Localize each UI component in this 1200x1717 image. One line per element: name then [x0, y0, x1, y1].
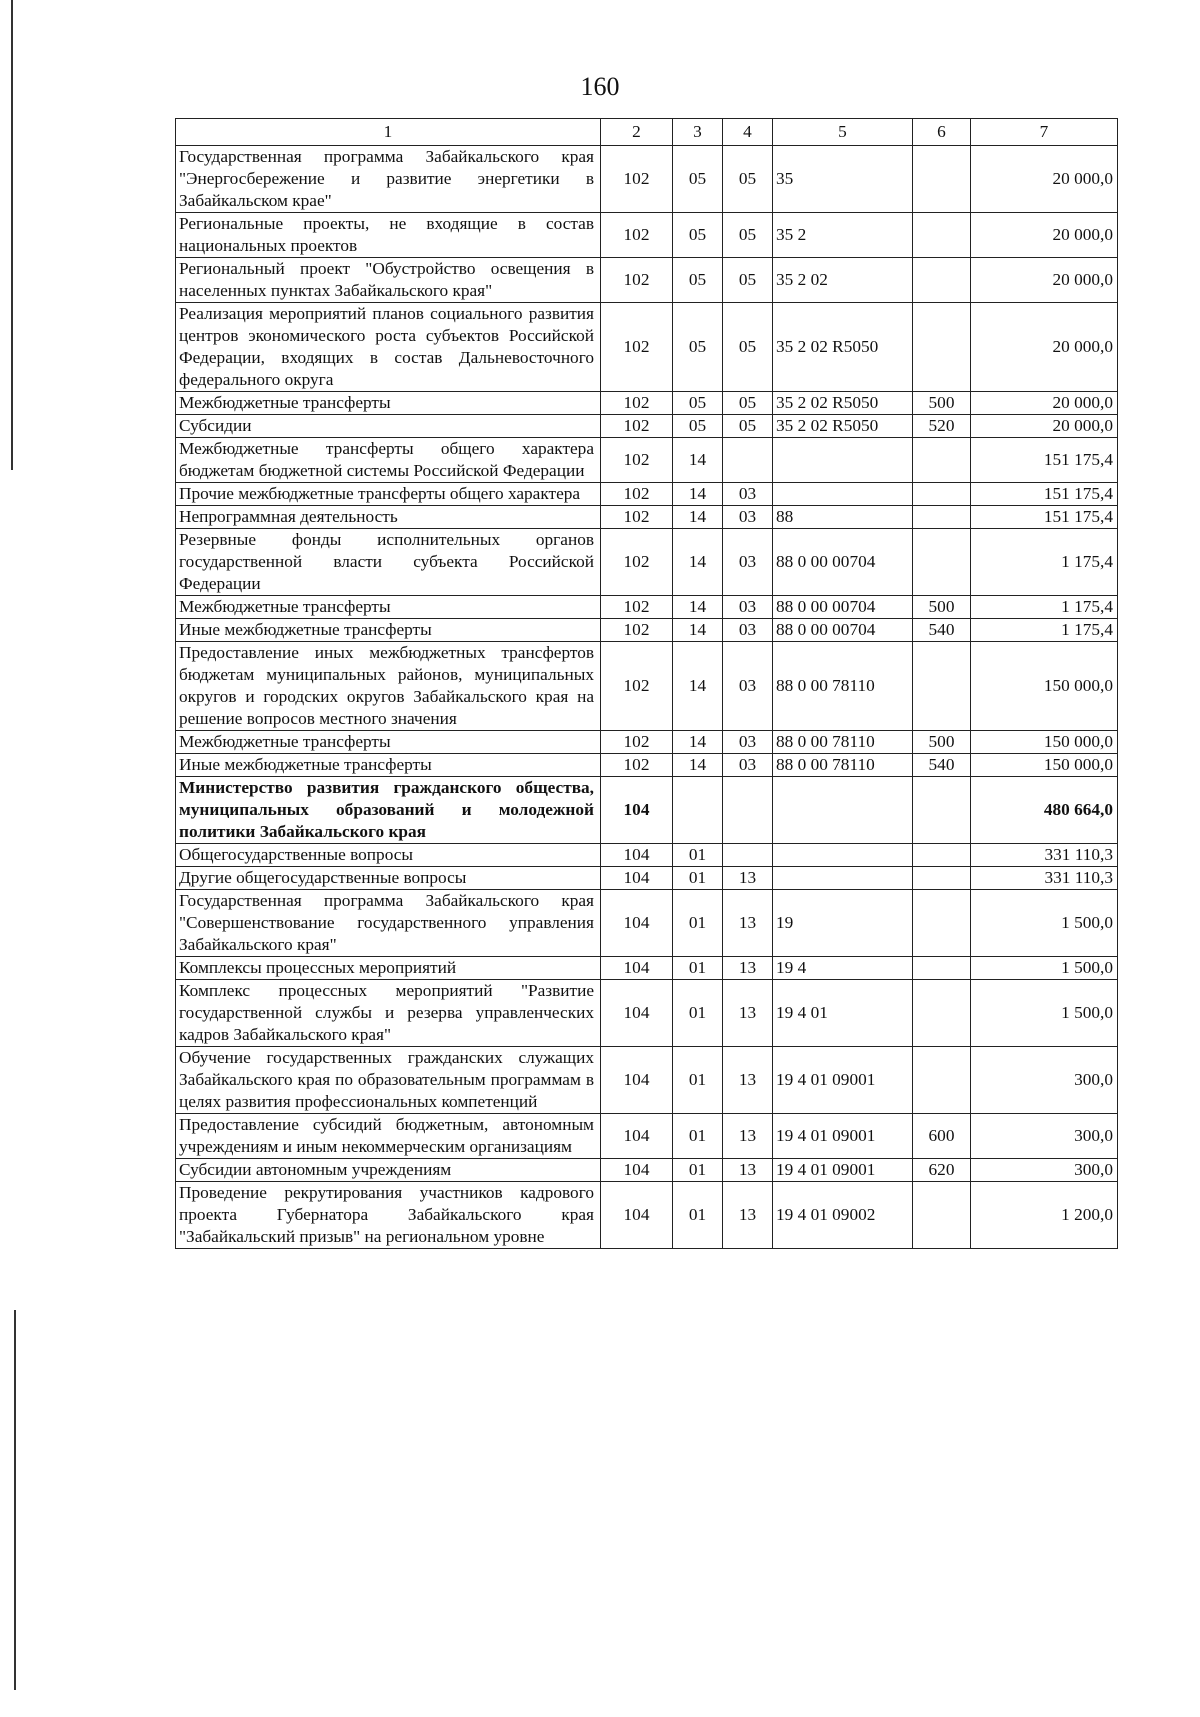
col7-cell: 1 500,0 — [971, 957, 1118, 980]
table-row — [176, 754, 1118, 777]
col7-cell: 151 175,4 — [971, 483, 1118, 506]
header-cell: 7 — [971, 119, 1118, 146]
col3-cell: 05 — [673, 146, 723, 213]
col4-cell: 05 — [723, 258, 773, 303]
col6-cell — [913, 213, 971, 258]
table-row — [176, 980, 1118, 1047]
col5-cell: 88 0 00 00704 — [773, 619, 913, 642]
col7-cell: 1 175,4 — [971, 596, 1118, 619]
col6-cell: 500 — [913, 392, 971, 415]
col5-cell: 19 4 01 09001 — [773, 1159, 913, 1182]
table-row — [176, 777, 1118, 844]
col7-cell: 1 500,0 — [971, 980, 1118, 1047]
col3-cell: 14 — [673, 754, 723, 777]
col2-cell: 102 — [601, 258, 673, 303]
col7-cell: 300,0 — [971, 1114, 1118, 1159]
col4-cell: 13 — [723, 1159, 773, 1182]
col6-cell: 620 — [913, 1159, 971, 1182]
col6-cell — [913, 844, 971, 867]
col3-cell: 14 — [673, 731, 723, 754]
col5-cell — [773, 483, 913, 506]
col4-cell — [723, 438, 773, 483]
col5-cell: 88 0 00 78110 — [773, 754, 913, 777]
col4-cell: 03 — [723, 506, 773, 529]
col2-cell: 102 — [601, 146, 673, 213]
row-name-cell: Региональный проект "Обустройство освещения в населенных пунктах Забайкальского края" — [176, 258, 601, 303]
page-number: 160 — [580, 72, 620, 101]
row-name-cell: Предоставление субсидий бюджетным, автономным учреждениям и иным некоммерческим организациям — [176, 1114, 601, 1159]
col3-cell: 01 — [673, 1159, 723, 1182]
col7-cell: 151 175,4 — [971, 506, 1118, 529]
table-row — [176, 642, 1118, 731]
col7-cell: 20 000,0 — [971, 258, 1118, 303]
row-name-cell: Другие общегосударственные вопросы — [176, 867, 601, 890]
header-cell: 3 — [673, 119, 723, 146]
row-name-cell: Непрограммная деятельность — [176, 506, 601, 529]
table-row — [176, 213, 1118, 258]
row-name-cell: Обучение государственных гражданских служащих Забайкальского края по образовательным программам в целях развития профессиональных компетенций — [176, 1047, 601, 1114]
table-row — [176, 529, 1118, 596]
col7-cell: 150 000,0 — [971, 642, 1118, 731]
col2-cell: 102 — [601, 529, 673, 596]
col3-cell: 05 — [673, 415, 723, 438]
col5-cell: 19 4 01 09002 — [773, 1182, 913, 1249]
header-row — [176, 119, 1118, 146]
col2-cell: 102 — [601, 415, 673, 438]
table-row — [176, 1182, 1118, 1249]
col2-cell: 102 — [601, 392, 673, 415]
col7-cell: 20 000,0 — [971, 213, 1118, 258]
header-cell: 4 — [723, 119, 773, 146]
col2-cell: 104 — [601, 890, 673, 957]
col6-cell: 500 — [913, 731, 971, 754]
row-name-cell: Региональные проекты, не входящие в состав национальных проектов — [176, 213, 601, 258]
col3-cell: 01 — [673, 957, 723, 980]
col2-cell: 104 — [601, 777, 673, 844]
col5-cell: 35 2 02 R5050 — [773, 415, 913, 438]
col5-cell — [773, 844, 913, 867]
col4-cell: 03 — [723, 754, 773, 777]
table-row — [176, 415, 1118, 438]
col6-cell — [913, 483, 971, 506]
row-name-cell: Реализация мероприятий планов социального развития центров экономического роста субъектов Российской Федерации, входящих в состав Дальневосточного федерального округа — [176, 303, 601, 392]
table-row — [176, 1114, 1118, 1159]
col5-cell: 19 4 01 09001 — [773, 1114, 913, 1159]
table-row — [176, 1159, 1118, 1182]
table-row — [176, 844, 1118, 867]
table-row — [176, 483, 1118, 506]
col7-cell: 1 200,0 — [971, 1182, 1118, 1249]
col7-cell: 331 110,3 — [971, 867, 1118, 890]
table-row — [176, 392, 1118, 415]
col7-cell: 1 175,4 — [971, 529, 1118, 596]
col5-cell: 88 0 00 78110 — [773, 642, 913, 731]
table-row — [176, 619, 1118, 642]
row-name-cell: Предоставление иных межбюджетных трансфертов бюджетам муниципальных районов, муниципальных округов и городских округов Забайкальского края на решение вопросов местного значения — [176, 642, 601, 731]
col7-cell: 20 000,0 — [971, 415, 1118, 438]
row-name-cell: Иные межбюджетные трансферты — [176, 619, 601, 642]
col3-cell: 05 — [673, 303, 723, 392]
table-row — [176, 596, 1118, 619]
col4-cell: 13 — [723, 957, 773, 980]
col2-cell: 102 — [601, 754, 673, 777]
row-name-cell: Государственная программа Забайкальского края "Энергосбережение и развитие энергетики в Забайкальском крае" — [176, 146, 601, 213]
col2-cell: 104 — [601, 844, 673, 867]
col4-cell: 13 — [723, 980, 773, 1047]
row-name-cell: Межбюджетные трансферты — [176, 731, 601, 754]
table-row — [176, 303, 1118, 392]
col6-cell — [913, 890, 971, 957]
col3-cell: 14 — [673, 596, 723, 619]
table-row — [176, 146, 1118, 213]
col6-cell — [913, 146, 971, 213]
col2-cell: 102 — [601, 438, 673, 483]
table-row — [176, 258, 1118, 303]
col3-cell: 05 — [673, 258, 723, 303]
col5-cell — [773, 867, 913, 890]
header-cell: 1 — [176, 119, 601, 146]
col5-cell: 19 4 01 — [773, 980, 913, 1047]
col6-cell: 540 — [913, 754, 971, 777]
col3-cell: 01 — [673, 844, 723, 867]
col4-cell: 03 — [723, 642, 773, 731]
col5-cell: 35 2 02 R5050 — [773, 392, 913, 415]
col3-cell: 05 — [673, 392, 723, 415]
col2-cell: 102 — [601, 619, 673, 642]
col2-cell: 104 — [601, 1182, 673, 1249]
col5-cell: 19 4 01 09001 — [773, 1047, 913, 1114]
col3-cell: 14 — [673, 619, 723, 642]
col2-cell: 104 — [601, 1114, 673, 1159]
col3-cell: 01 — [673, 1114, 723, 1159]
col3-cell: 01 — [673, 1047, 723, 1114]
table-row — [176, 506, 1118, 529]
row-name-cell: Министерство развития гражданского общества, муниципальных образований и молодежной политики Забайкальского края — [176, 777, 601, 844]
col2-cell: 104 — [601, 867, 673, 890]
header-cell: 6 — [913, 119, 971, 146]
col2-cell: 102 — [601, 596, 673, 619]
col4-cell: 03 — [723, 529, 773, 596]
col5-cell: 35 2 — [773, 213, 913, 258]
col4-cell: 05 — [723, 213, 773, 258]
col7-cell: 300,0 — [971, 1159, 1118, 1182]
col6-cell — [913, 980, 971, 1047]
col7-cell: 20 000,0 — [971, 392, 1118, 415]
col6-cell — [913, 506, 971, 529]
col6-cell: 600 — [913, 1114, 971, 1159]
col5-cell: 88 — [773, 506, 913, 529]
col5-cell: 19 4 — [773, 957, 913, 980]
col2-cell: 104 — [601, 1159, 673, 1182]
col6-cell — [913, 867, 971, 890]
col7-cell: 480 664,0 — [971, 777, 1118, 844]
col4-cell: 13 — [723, 1114, 773, 1159]
col6-cell — [913, 642, 971, 731]
row-name-cell: Межбюджетные трансферты — [176, 392, 601, 415]
table-row — [176, 438, 1118, 483]
budget-table — [175, 118, 1118, 1249]
col4-cell: 03 — [723, 596, 773, 619]
col6-cell — [913, 303, 971, 392]
col3-cell: 14 — [673, 438, 723, 483]
col4-cell: 13 — [723, 1047, 773, 1114]
table-row — [176, 957, 1118, 980]
col5-cell: 35 — [773, 146, 913, 213]
col6-cell — [913, 1047, 971, 1114]
row-name-cell: Прочие межбюджетные трансферты общего характера — [176, 483, 601, 506]
col2-cell: 102 — [601, 642, 673, 731]
col7-cell: 20 000,0 — [971, 303, 1118, 392]
col2-cell: 102 — [601, 303, 673, 392]
col6-cell — [913, 529, 971, 596]
row-name-cell: Общегосударственные вопросы — [176, 844, 601, 867]
col7-cell: 151 175,4 — [971, 438, 1118, 483]
col4-cell: 13 — [723, 867, 773, 890]
scan-edge-line — [14, 1310, 16, 1690]
col5-cell: 35 2 02 R5050 — [773, 303, 913, 392]
col3-cell — [673, 777, 723, 844]
col5-cell: 88 0 00 00704 — [773, 529, 913, 596]
col6-cell — [913, 1182, 971, 1249]
col4-cell: 13 — [723, 890, 773, 957]
table-row — [176, 867, 1118, 890]
col7-cell: 1 175,4 — [971, 619, 1118, 642]
col3-cell: 14 — [673, 506, 723, 529]
row-name-cell: Субсидии — [176, 415, 601, 438]
row-name-cell: Комплекс процессных мероприятий "Развитие государственной службы и резерва управленческих кадров Забайкальского края" — [176, 980, 601, 1047]
col2-cell: 102 — [601, 483, 673, 506]
col3-cell: 14 — [673, 483, 723, 506]
col4-cell — [723, 844, 773, 867]
col3-cell: 05 — [673, 213, 723, 258]
col6-cell: 540 — [913, 619, 971, 642]
col2-cell: 104 — [601, 957, 673, 980]
col2-cell: 104 — [601, 980, 673, 1047]
col4-cell: 05 — [723, 415, 773, 438]
col6-cell — [913, 258, 971, 303]
col4-cell: 13 — [723, 1182, 773, 1249]
table-row — [176, 731, 1118, 754]
col6-cell: 520 — [913, 415, 971, 438]
col5-cell — [773, 777, 913, 844]
col3-cell: 01 — [673, 867, 723, 890]
col3-cell: 14 — [673, 529, 723, 596]
col7-cell: 300,0 — [971, 1047, 1118, 1114]
col2-cell: 102 — [601, 506, 673, 529]
col6-cell — [913, 438, 971, 483]
col7-cell: 20 000,0 — [971, 146, 1118, 213]
col3-cell: 01 — [673, 980, 723, 1047]
col5-cell: 88 0 00 78110 — [773, 731, 913, 754]
col5-cell: 19 — [773, 890, 913, 957]
col6-cell: 500 — [913, 596, 971, 619]
col7-cell: 150 000,0 — [971, 754, 1118, 777]
col5-cell: 35 2 02 — [773, 258, 913, 303]
col3-cell: 01 — [673, 1182, 723, 1249]
col4-cell — [723, 777, 773, 844]
header-cell: 2 — [601, 119, 673, 146]
col4-cell: 03 — [723, 483, 773, 506]
scan-edge-line — [11, 0, 13, 470]
col4-cell: 03 — [723, 619, 773, 642]
col7-cell: 150 000,0 — [971, 731, 1118, 754]
col5-cell — [773, 438, 913, 483]
row-name-cell: Резервные фонды исполнительных органов государственной власти субъекта Российской Федерации — [176, 529, 601, 596]
header-cell: 5 — [773, 119, 913, 146]
col4-cell: 05 — [723, 303, 773, 392]
col2-cell: 104 — [601, 1047, 673, 1114]
row-name-cell: Межбюджетные трансферты общего характера бюджетам бюджетной системы Российской Федерации — [176, 438, 601, 483]
row-name-cell: Иные межбюджетные трансферты — [176, 754, 601, 777]
row-name-cell: Проведение рекрутирования участников кадрового проекта Губернатора Забайкальского края "Забайкальский призыв" на региональном уровне — [176, 1182, 601, 1249]
col4-cell: 05 — [723, 392, 773, 415]
col3-cell: 14 — [673, 642, 723, 731]
table-row — [176, 890, 1118, 957]
col6-cell — [913, 957, 971, 980]
col2-cell: 102 — [601, 731, 673, 754]
row-name-cell: Комплексы процессных мероприятий — [176, 957, 601, 980]
col2-cell: 102 — [601, 213, 673, 258]
col4-cell: 05 — [723, 146, 773, 213]
col3-cell: 01 — [673, 890, 723, 957]
col5-cell: 88 0 00 00704 — [773, 596, 913, 619]
row-name-cell: Субсидии автономным учреждениям — [176, 1159, 601, 1182]
col4-cell: 03 — [723, 731, 773, 754]
col7-cell: 1 500,0 — [971, 890, 1118, 957]
table-row — [176, 1047, 1118, 1114]
col7-cell: 331 110,3 — [971, 844, 1118, 867]
row-name-cell: Государственная программа Забайкальского края "Совершенствование государственного управления Забайкальского края" — [176, 890, 601, 957]
col6-cell — [913, 777, 971, 844]
row-name-cell: Межбюджетные трансферты — [176, 596, 601, 619]
